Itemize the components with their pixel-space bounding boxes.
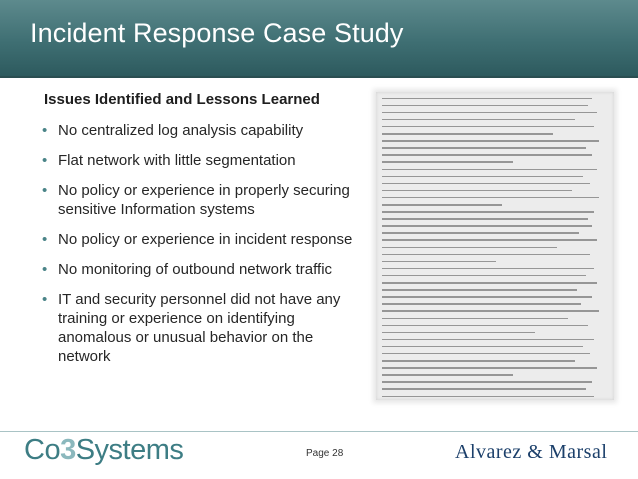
bullet-text: No monitoring of outbound network traffic [58,261,333,278]
bullet-item [42,230,362,249]
bullet-item [42,260,362,279]
log-line [382,303,581,305]
bullet-text: IT and security personnel did not have any training or experience on identifying anomalous or unusual behavior on the network [58,291,341,365]
bullet-item [42,290,362,366]
log-line [382,154,592,156]
log-line [382,247,557,249]
log-line [382,239,597,241]
bullet-item [42,181,362,219]
page-number: Page 28 [306,448,344,459]
bullet-dot-icon: • [42,291,48,308]
log-line [382,119,575,121]
log-line [382,374,513,376]
slide-title: Incident Response Case Study [30,18,404,48]
log-line [382,388,586,390]
alvarez-marsal-logo: Alvarez & Marsal [455,441,608,463]
log-line [382,346,583,348]
footer-divider [0,431,638,432]
log-line [382,176,583,178]
log-line [382,367,597,369]
log-line [382,211,594,213]
log-line [382,147,586,149]
log-line [382,275,586,277]
bullet-text: No policy or experience in incident response [58,231,353,248]
log-line [382,140,599,142]
log-screenshot-image [376,92,614,400]
log-line [382,296,592,298]
log-line [382,353,590,355]
bullet-text: Flat network with little segmentation [58,152,296,169]
log-line [382,161,513,163]
log-line [382,318,568,320]
bullet-list [42,121,362,377]
log-line [382,310,599,312]
log-line [382,112,597,114]
log-line [382,105,588,107]
log-line [382,225,592,227]
log-line [382,282,597,284]
log-line [382,396,594,398]
log-line [382,133,553,135]
bullet-item [42,151,362,170]
log-line [382,197,599,199]
log-line [382,381,592,383]
log-line [382,190,572,192]
log-line [382,360,575,362]
log-line [382,183,590,185]
log-line [382,169,597,171]
log-line [382,339,594,341]
bullet-dot-icon: • [42,231,48,248]
log-line [382,289,577,291]
bullet-dot-icon: • [42,261,48,278]
log-line [382,204,502,206]
bullet-text: No centralized log analysis capability [58,122,304,139]
log-line [382,332,535,334]
bullet-text: No policy or experience in properly securing sensitive Information systems [58,182,350,218]
log-line [382,254,590,256]
title-bar [0,0,638,78]
co3systems-logo: Co3Systems [24,434,184,466]
log-line [382,325,588,327]
bullet-dot-icon: • [42,182,48,199]
bullet-dot-icon: • [42,152,48,169]
bullet-item [42,121,362,140]
log-line [382,98,592,100]
slide-subtitle: Issues Identified and Lessons Learned [44,91,320,108]
log-line [382,232,579,234]
log-line [382,268,594,270]
log-line [382,261,496,263]
log-line [382,218,588,220]
bullet-dot-icon: • [42,122,48,139]
log-line [382,126,594,128]
